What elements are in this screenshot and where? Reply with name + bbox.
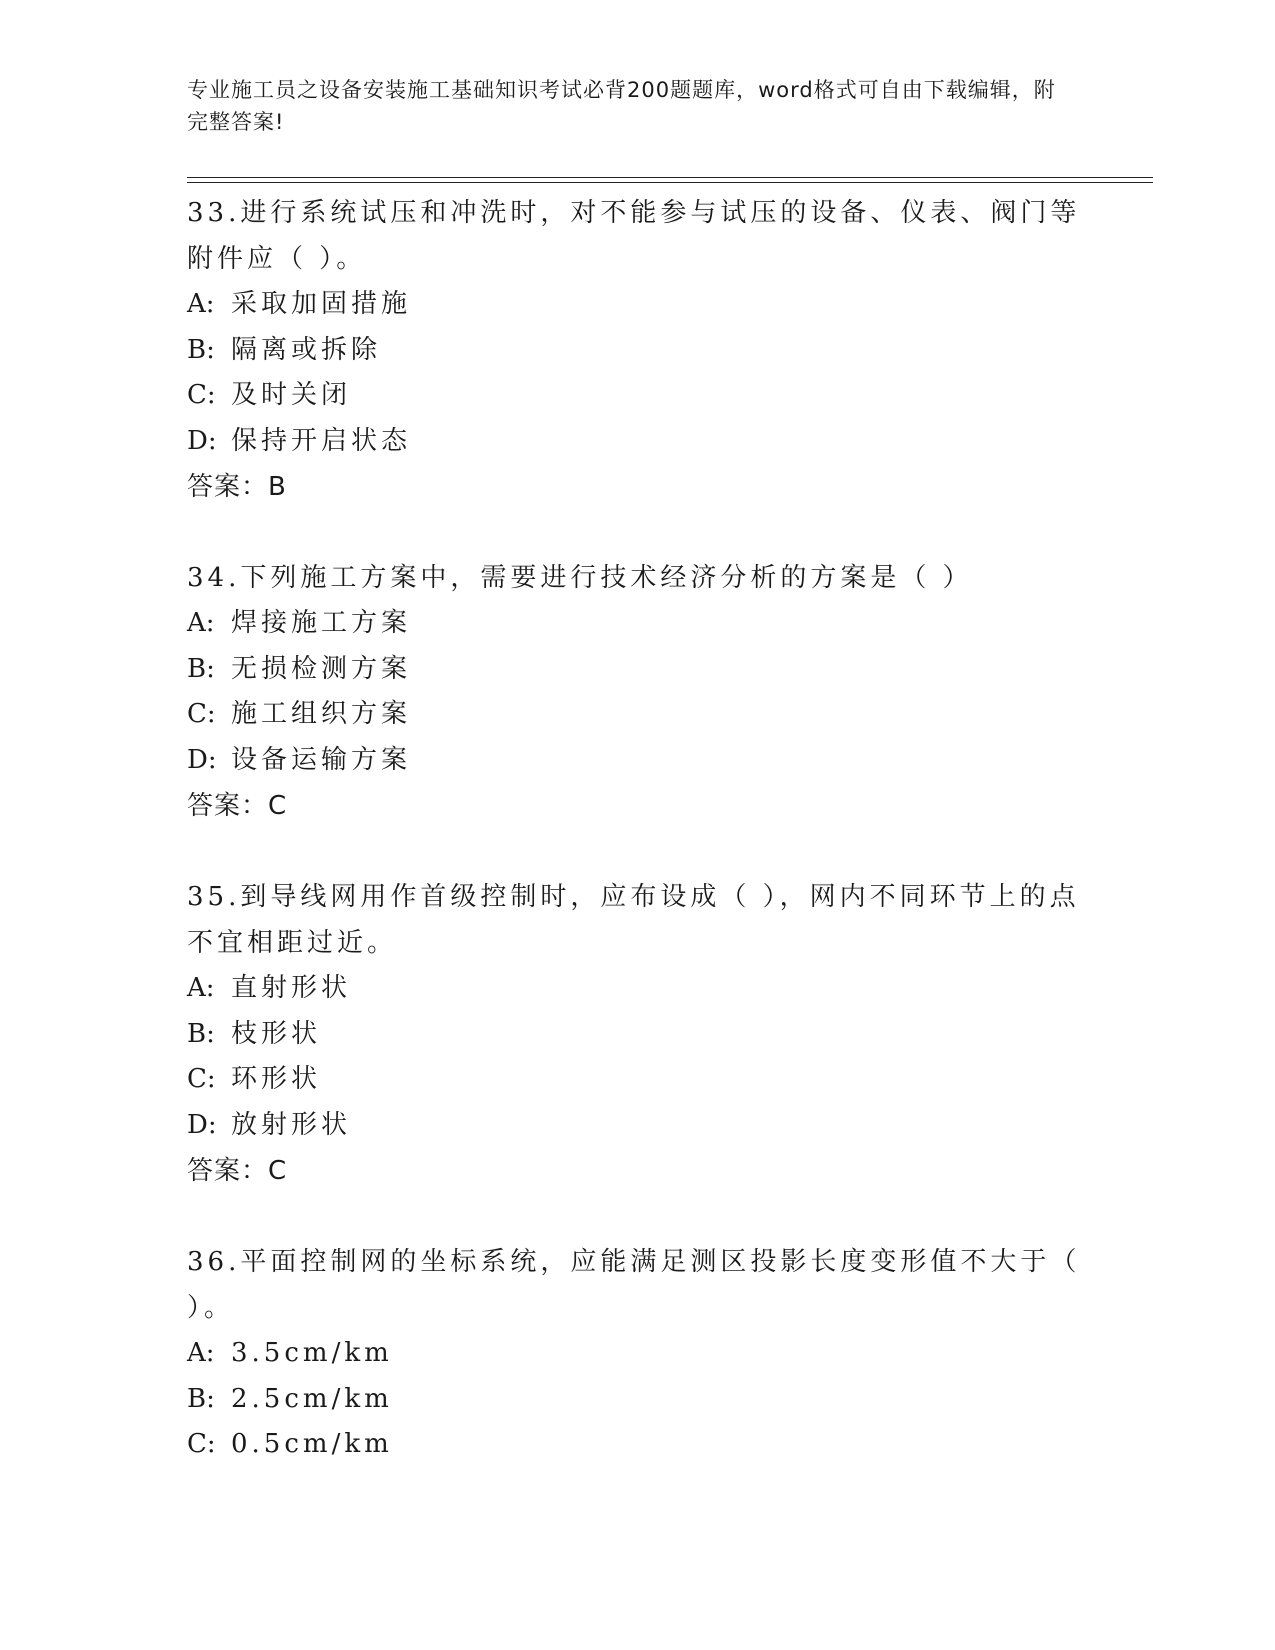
option-text: 施工组织方案 <box>231 699 412 729</box>
option-c <box>187 1057 1087 1103</box>
option-text: 3.5cm/km <box>231 1338 393 1368</box>
option-label: B: <box>187 653 215 684</box>
option-text: 保持开启状态 <box>231 425 412 456</box>
question-stem: 36.平面控制网的坐标系统，应能满足测区投影长度变形值不大于（ ）。 <box>187 1247 1081 1323</box>
option-text: 环形状 <box>231 1064 322 1094</box>
option-c <box>187 1422 1087 1468</box>
answer-text: 答案：C <box>187 791 288 821</box>
option-label: B: <box>187 334 215 365</box>
question-list <box>187 190 1087 1468</box>
option-a <box>187 282 1087 328</box>
option-label: D: <box>187 425 217 456</box>
option-c <box>187 373 1087 419</box>
option-label: C: <box>187 1429 216 1459</box>
answer-text: 答案：C <box>187 1156 288 1186</box>
spacer <box>187 1194 1087 1239</box>
answer-text: 答案：B <box>187 472 287 502</box>
option-label: B: <box>187 1383 215 1414</box>
option-text: 2.5cm/km <box>231 1383 393 1414</box>
option-a <box>187 966 1087 1012</box>
option-d <box>187 419 1087 465</box>
spacer <box>187 510 1087 555</box>
option-text: 隔离或拆除 <box>231 334 382 365</box>
option-b <box>187 1377 1087 1423</box>
question-36 <box>187 1239 1087 1468</box>
question-stem: 33.进行系统试压和冲洗时，对不能参与试压的设备、仪表、阀门等附件应（ ）。 <box>187 198 1081 274</box>
option-label: A: <box>187 1338 215 1368</box>
option-label: C: <box>187 699 216 729</box>
question-stem: 34.下列施工方案中，需要进行技术经济分析的方案是（ ） <box>187 563 973 593</box>
option-label: D: <box>187 1109 217 1140</box>
spacer <box>187 829 1087 874</box>
header-title: 专业施工员之设备安装施工基础知识考试必背200题题库，word格式可自由下载编辑，附完整答案! <box>187 78 1056 134</box>
option-d <box>187 1103 1087 1149</box>
option-a <box>187 1331 1087 1377</box>
question-34 <box>187 555 1087 829</box>
option-text: 焊接施工方案 <box>231 608 412 638</box>
option-text: 放射形状 <box>231 1109 352 1140</box>
option-a <box>187 601 1087 647</box>
option-text: 枝形状 <box>231 1018 322 1049</box>
option-label: A: <box>187 973 215 1003</box>
question-35 <box>187 874 1087 1194</box>
document-header <box>187 74 1067 138</box>
option-b <box>187 1012 1087 1058</box>
option-text: 设备运输方案 <box>231 744 412 775</box>
question-stem: 35.到导线网用作首级控制时，应布设成（ ），网内不同环节上的点不宜相距过近。 <box>187 882 1080 958</box>
option-label: A: <box>187 608 215 638</box>
option-d <box>187 738 1087 784</box>
option-b <box>187 647 1087 693</box>
option-b <box>187 328 1087 374</box>
option-label: C: <box>187 380 216 410</box>
option-text: 直射形状 <box>231 973 352 1003</box>
option-text: 及时关闭 <box>231 380 352 410</box>
option-text: 0.5cm/km <box>231 1429 393 1459</box>
option-label: A: <box>187 289 215 319</box>
question-33 <box>187 190 1087 510</box>
option-label: D: <box>187 744 217 775</box>
option-c <box>187 692 1087 738</box>
option-label: B: <box>187 1018 215 1049</box>
option-text: 无损检测方案 <box>231 653 412 684</box>
option-label: C: <box>187 1064 216 1094</box>
header-divider-bottom <box>187 182 1153 183</box>
header-divider-top <box>187 177 1153 178</box>
option-text: 采取加固措施 <box>231 289 412 319</box>
